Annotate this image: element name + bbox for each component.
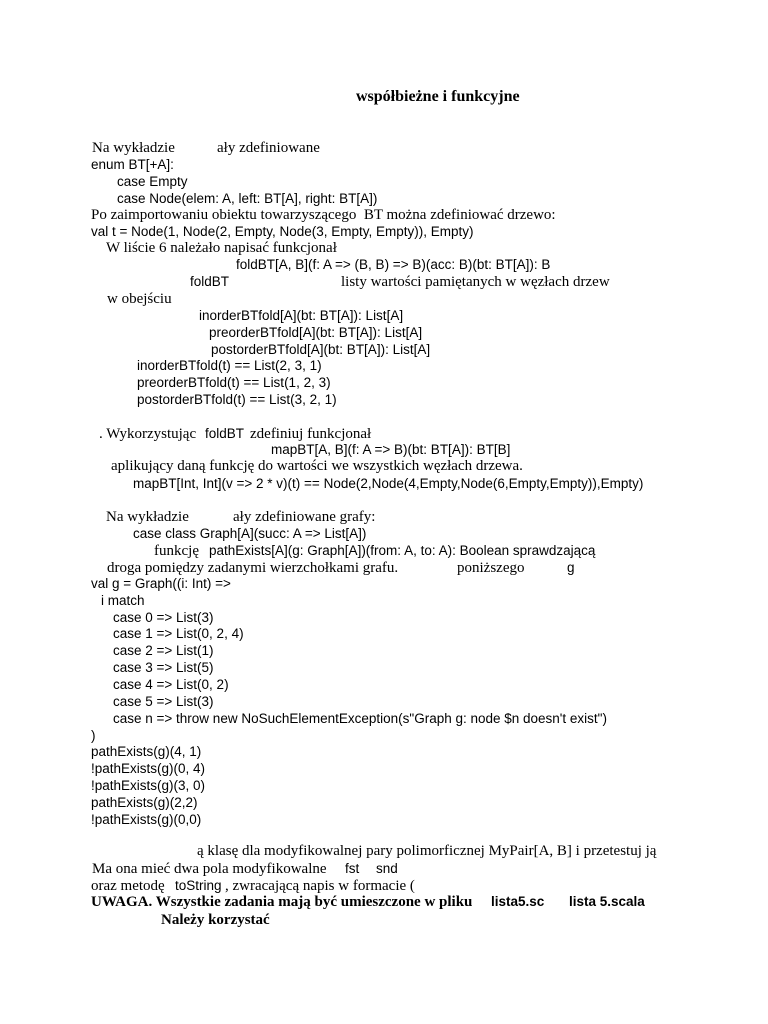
- code-line: case 2 => List(1): [113, 643, 214, 658]
- text-line: Na wykładzie: [106, 509, 189, 525]
- text-line: Należy korzystać: [161, 912, 270, 928]
- text-line: droga pomiędzy zadanymi wierzchołkami grafu.: [107, 560, 399, 576]
- code-line: fst: [345, 861, 360, 876]
- code-line: case 0 => List(3): [113, 610, 214, 625]
- code-line: preorderBTfold[A](bt: BT[A]): List[A]: [209, 325, 423, 340]
- text-line: listy wartości pamiętanych w węzłach drzew: [341, 274, 610, 290]
- code-line: case n => throw new NoSuchElementException(s"Graph g: node $n doesn't exist"): [113, 711, 607, 726]
- page-title: współbieżne i funkcyjne: [356, 88, 520, 105]
- code-line: snd: [376, 861, 398, 876]
- code-line: enum BT[+A]:: [91, 157, 174, 172]
- code-line: foldBT[A, B](f: A => (B, B) => B)(acc: B)(bt: BT[A]): B: [236, 257, 551, 272]
- code-line: pathExists(g)(2,2): [91, 795, 198, 810]
- text-line: funkcję: [154, 543, 199, 559]
- code-line: postorderBTfold[A](bt: BT[A]): List[A]: [211, 342, 431, 357]
- code-line: val g = Graph((i: Int) =>: [91, 576, 231, 591]
- code-line: toString: [175, 878, 222, 893]
- code-line: inorderBTfold(t) == List(2, 3, 1): [137, 358, 322, 373]
- text-line: . Wykorzystując: [99, 426, 197, 442]
- code-line: foldBT: [205, 426, 245, 441]
- code-line: case Empty: [117, 174, 188, 189]
- text-line: Na wykładzie: [92, 140, 175, 156]
- code-line: preorderBTfold(t) == List(1, 2, 3): [137, 375, 331, 390]
- text-line: UWAGA. Wszystkie zadania mają być umieszczone w pliku: [91, 894, 473, 910]
- code-line: case 1 => List(0, 2, 4): [113, 626, 244, 641]
- code-line: !pathExists(g)(3, 0): [91, 778, 206, 793]
- text-line: ały zdefiniowane grafy:: [233, 509, 376, 525]
- code-line: case 5 => List(3): [113, 694, 214, 709]
- code-line: mapBT[Int, Int](v => 2 * v)(t) == Node(2,Node(4,Empty,Node(6,Empty,Empty)),Empty): [133, 476, 644, 491]
- code-line: postorderBTfold(t) == List(3, 2, 1): [137, 392, 337, 407]
- text-line: ały zdefiniowane: [217, 140, 320, 156]
- text-line: Ma ona mieć dwa pola modyfikowalne: [92, 861, 327, 877]
- code-line: case Node(elem: A, left: BT[A], right: BT[A]): [117, 191, 378, 206]
- text-line: poniższego: [457, 560, 525, 576]
- code-line: case 3 => List(5): [113, 660, 214, 675]
- text-line: , zwracającą napis w formacie (: [225, 878, 415, 894]
- code-line: foldBT: [190, 274, 230, 289]
- text-line: oraz metodę: [91, 878, 165, 894]
- code-line: !pathExists(g)(0, 4): [91, 761, 206, 776]
- code-line: pathExists(g)(4, 1): [91, 744, 202, 759]
- code-line: val t = Node(1, Node(2, Empty, Node(3, Empty, Empty)), Empty): [91, 224, 474, 239]
- text-line: Po zaimportowaniu obiektu towarzyszącego BT można zdefiniować drzewo:: [91, 207, 556, 223]
- code-line: g: [567, 560, 575, 575]
- text-line: aplikujący daną funkcję do wartości we wszystkich węzłach drzewa.: [111, 458, 523, 474]
- text-line: ą klasę dla modyfikowalnej pary polimorficznej MyPair[A, B] i przetestuj ją: [197, 843, 657, 859]
- code-line: case class Graph[A](succ: A => List[A]): [133, 526, 367, 541]
- code-line: case 4 => List(0, 2): [113, 677, 229, 692]
- text-line: W liście 6 należało napisać funkcjonał: [106, 240, 337, 256]
- code-line: lista 5.scala: [569, 894, 645, 909]
- text-line: zdefiniuj funkcjonał: [250, 426, 372, 442]
- code-line: !pathExists(g)(0,0): [91, 812, 202, 827]
- code-line: inorderBTfold[A](bt: BT[A]): List[A]: [199, 308, 404, 323]
- code-line: lista5.sc: [491, 894, 545, 909]
- code-line: mapBT[A, B](f: A => B)(bt: BT[A]): BT[B]: [271, 442, 511, 457]
- code-line: ): [91, 728, 96, 743]
- code-line: i match: [101, 593, 145, 608]
- text-line: w obejściu: [107, 291, 172, 307]
- code-line: pathExists[A](g: Graph[A])(from: A, to: A): Boolean sprawdzającą: [209, 543, 596, 558]
